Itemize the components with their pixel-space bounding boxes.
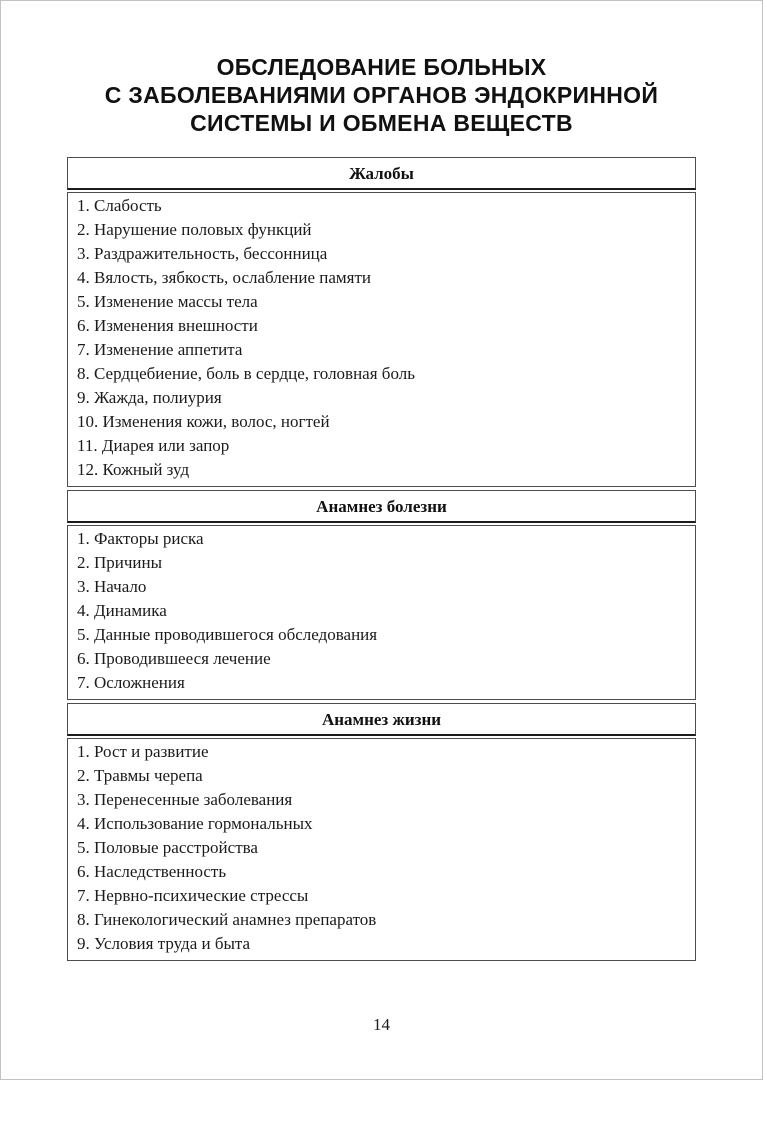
list-item: 2. Травмы черепа bbox=[77, 766, 203, 785]
list-item: 5. Половые расстройства bbox=[77, 838, 258, 857]
list-item: 8. Гинекологический анамнез препаратов bbox=[77, 910, 377, 929]
list-item: 1. Факторы риска bbox=[77, 529, 204, 548]
list-item: 2. Нарушение половых функций bbox=[77, 220, 312, 239]
section-life-history bbox=[67, 703, 696, 961]
list-item: 1. Рост и развитие bbox=[77, 742, 209, 761]
section-header-life-history: Анамнез жизни bbox=[67, 703, 696, 736]
list-item: 11. Диарея или запор bbox=[77, 436, 230, 455]
section-header-disease-history: Анамнез болезни bbox=[67, 490, 696, 523]
page-title bbox=[67, 53, 696, 137]
section-header-complaints: Жалобы bbox=[67, 157, 696, 190]
list-item: 4. Динамика bbox=[77, 601, 167, 620]
title-line-1: ОБСЛЕДОВАНИЕ БОЛЬНЫХ bbox=[216, 54, 547, 80]
list-item: 2. Причины bbox=[77, 553, 163, 572]
list-item: 6. Изменения внешности bbox=[77, 316, 258, 335]
list-item: 10. Изменения кожи, волос, ногтей bbox=[77, 412, 330, 431]
section-complaints bbox=[67, 157, 696, 487]
list-item: 4. Использование гормональных bbox=[77, 814, 313, 833]
section-list-life-history bbox=[67, 738, 696, 961]
title-line-3: СИСТЕМЫ И ОБМЕНА ВЕЩЕСТВ bbox=[190, 110, 573, 136]
document-page bbox=[1, 53, 762, 1131]
list-item: 7. Изменение аппетита bbox=[77, 340, 243, 359]
list-item: 12. Кожный зуд bbox=[77, 460, 190, 479]
list-item: 6. Проводившееся лечение bbox=[77, 649, 271, 668]
list-item: 3. Перенесенные заболевания bbox=[77, 790, 293, 809]
list-item: 5. Данные проводившегося обследования bbox=[77, 625, 378, 644]
section-list-disease-history bbox=[67, 525, 696, 700]
list-item: 8. Сердцебиение, боль в сердце, головная боль bbox=[77, 364, 415, 383]
list-item: 1. Слабость bbox=[77, 196, 162, 215]
section-list-complaints bbox=[67, 192, 696, 487]
list-item: 9. Жажда, полиурия bbox=[77, 388, 222, 407]
list-item: 3. Раздражительность, бессонница bbox=[77, 244, 328, 263]
list-item: 3. Начало bbox=[77, 577, 147, 596]
page-number: 14 bbox=[373, 1015, 390, 1034]
section-disease-history bbox=[67, 490, 696, 700]
list-item: 4. Вялость, зябкость, ослабление памяти bbox=[77, 268, 372, 287]
list-item: 6. Наследственность bbox=[77, 862, 227, 881]
list-item: 9. Условия труда и быта bbox=[77, 934, 251, 953]
list-item: 7. Нервно-психические стрессы bbox=[77, 886, 309, 905]
list-item: 7. Осложнения bbox=[77, 673, 185, 692]
list-item: 5. Изменение массы тела bbox=[77, 292, 258, 311]
title-line-2: С ЗАБОЛЕВАНИЯМИ ОРГАНОВ ЭНДОКРИННОЙ bbox=[104, 82, 659, 108]
